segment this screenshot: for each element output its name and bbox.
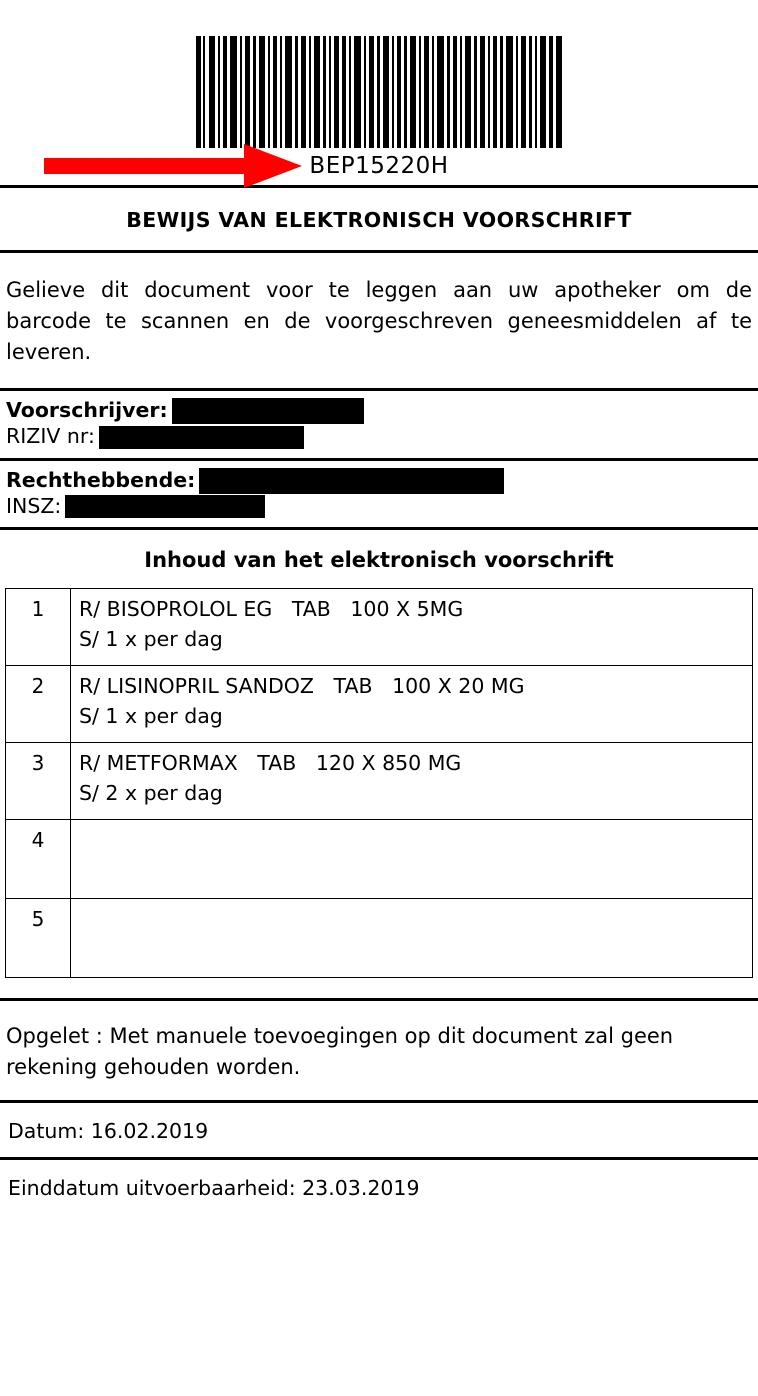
manual-additions-note: Opgelet : Met manuele toevoegingen op dit document zal geen rekening gehouden worden. <box>0 998 758 1103</box>
table-row <box>6 820 753 899</box>
barcode-number: BEP15220H <box>309 153 449 179</box>
prescriber-block <box>0 391 758 461</box>
prescriber-label: Voorschrijver: <box>6 398 168 423</box>
table-row <box>6 589 753 666</box>
row-content <box>71 589 753 666</box>
insz-label: INSZ: <box>6 493 62 518</box>
row-content <box>71 743 753 820</box>
riziv-redaction <box>99 426 304 449</box>
beneficiary-row <box>6 468 752 494</box>
prescription-table <box>5 588 753 978</box>
barcode-icon <box>196 36 562 148</box>
table-row <box>6 899 753 978</box>
beneficiary-block <box>0 461 758 531</box>
content-heading: Inhoud van het elektronisch voorschrift <box>144 548 614 573</box>
row-product: R/ BISOPROLOL EG TAB 100 X 5MG <box>79 597 464 622</box>
insz-redaction <box>65 495 265 518</box>
riziv-label: RIZIV nr: <box>6 424 95 449</box>
row-posology: S/ 1 x per dag <box>79 626 223 651</box>
row-posology: S/ 1 x per dag <box>79 703 223 728</box>
row-number: 2 <box>6 666 71 743</box>
table-row <box>6 666 753 743</box>
row-number: 5 <box>6 899 71 978</box>
beneficiary-label: Rechthebbende: <box>6 468 196 493</box>
row-posology: S/ 2 x per dag <box>79 780 223 805</box>
row-number: 3 <box>6 743 71 820</box>
row-number: 4 <box>6 820 71 899</box>
enddate-line: Einddatum uitvoerbaarheid: 23.03.2019 <box>8 1176 420 1201</box>
beneficiary-redaction <box>199 468 504 494</box>
barcode-section <box>0 0 758 188</box>
table-row <box>6 743 753 820</box>
barcode-wrap <box>196 36 562 179</box>
row-content <box>71 666 753 743</box>
page-title: BEWIJS VAN ELEKTRONISCH VOORSCHRIFT <box>0 188 758 253</box>
row-content <box>71 820 753 899</box>
prescriber-redaction <box>172 398 364 424</box>
row-number: 1 <box>6 589 71 666</box>
intro-paragraph: Gelieve dit document voor te leggen aan uw apotheker om de barcode te scannen en de voorgeschreven geneesmiddelen af te leveren. <box>0 253 758 391</box>
date-line: Datum: 16.02.2019 <box>0 1103 758 1160</box>
riziv-row <box>6 424 752 450</box>
prescriber-row <box>6 398 752 424</box>
row-product: R/ LISINOPRIL SANDOZ TAB 100 X 20 MG <box>79 674 525 699</box>
row-product: R/ METFORMAX TAB 120 X 850 MG <box>79 751 462 776</box>
row-content <box>71 899 753 978</box>
insz-row <box>6 494 752 520</box>
